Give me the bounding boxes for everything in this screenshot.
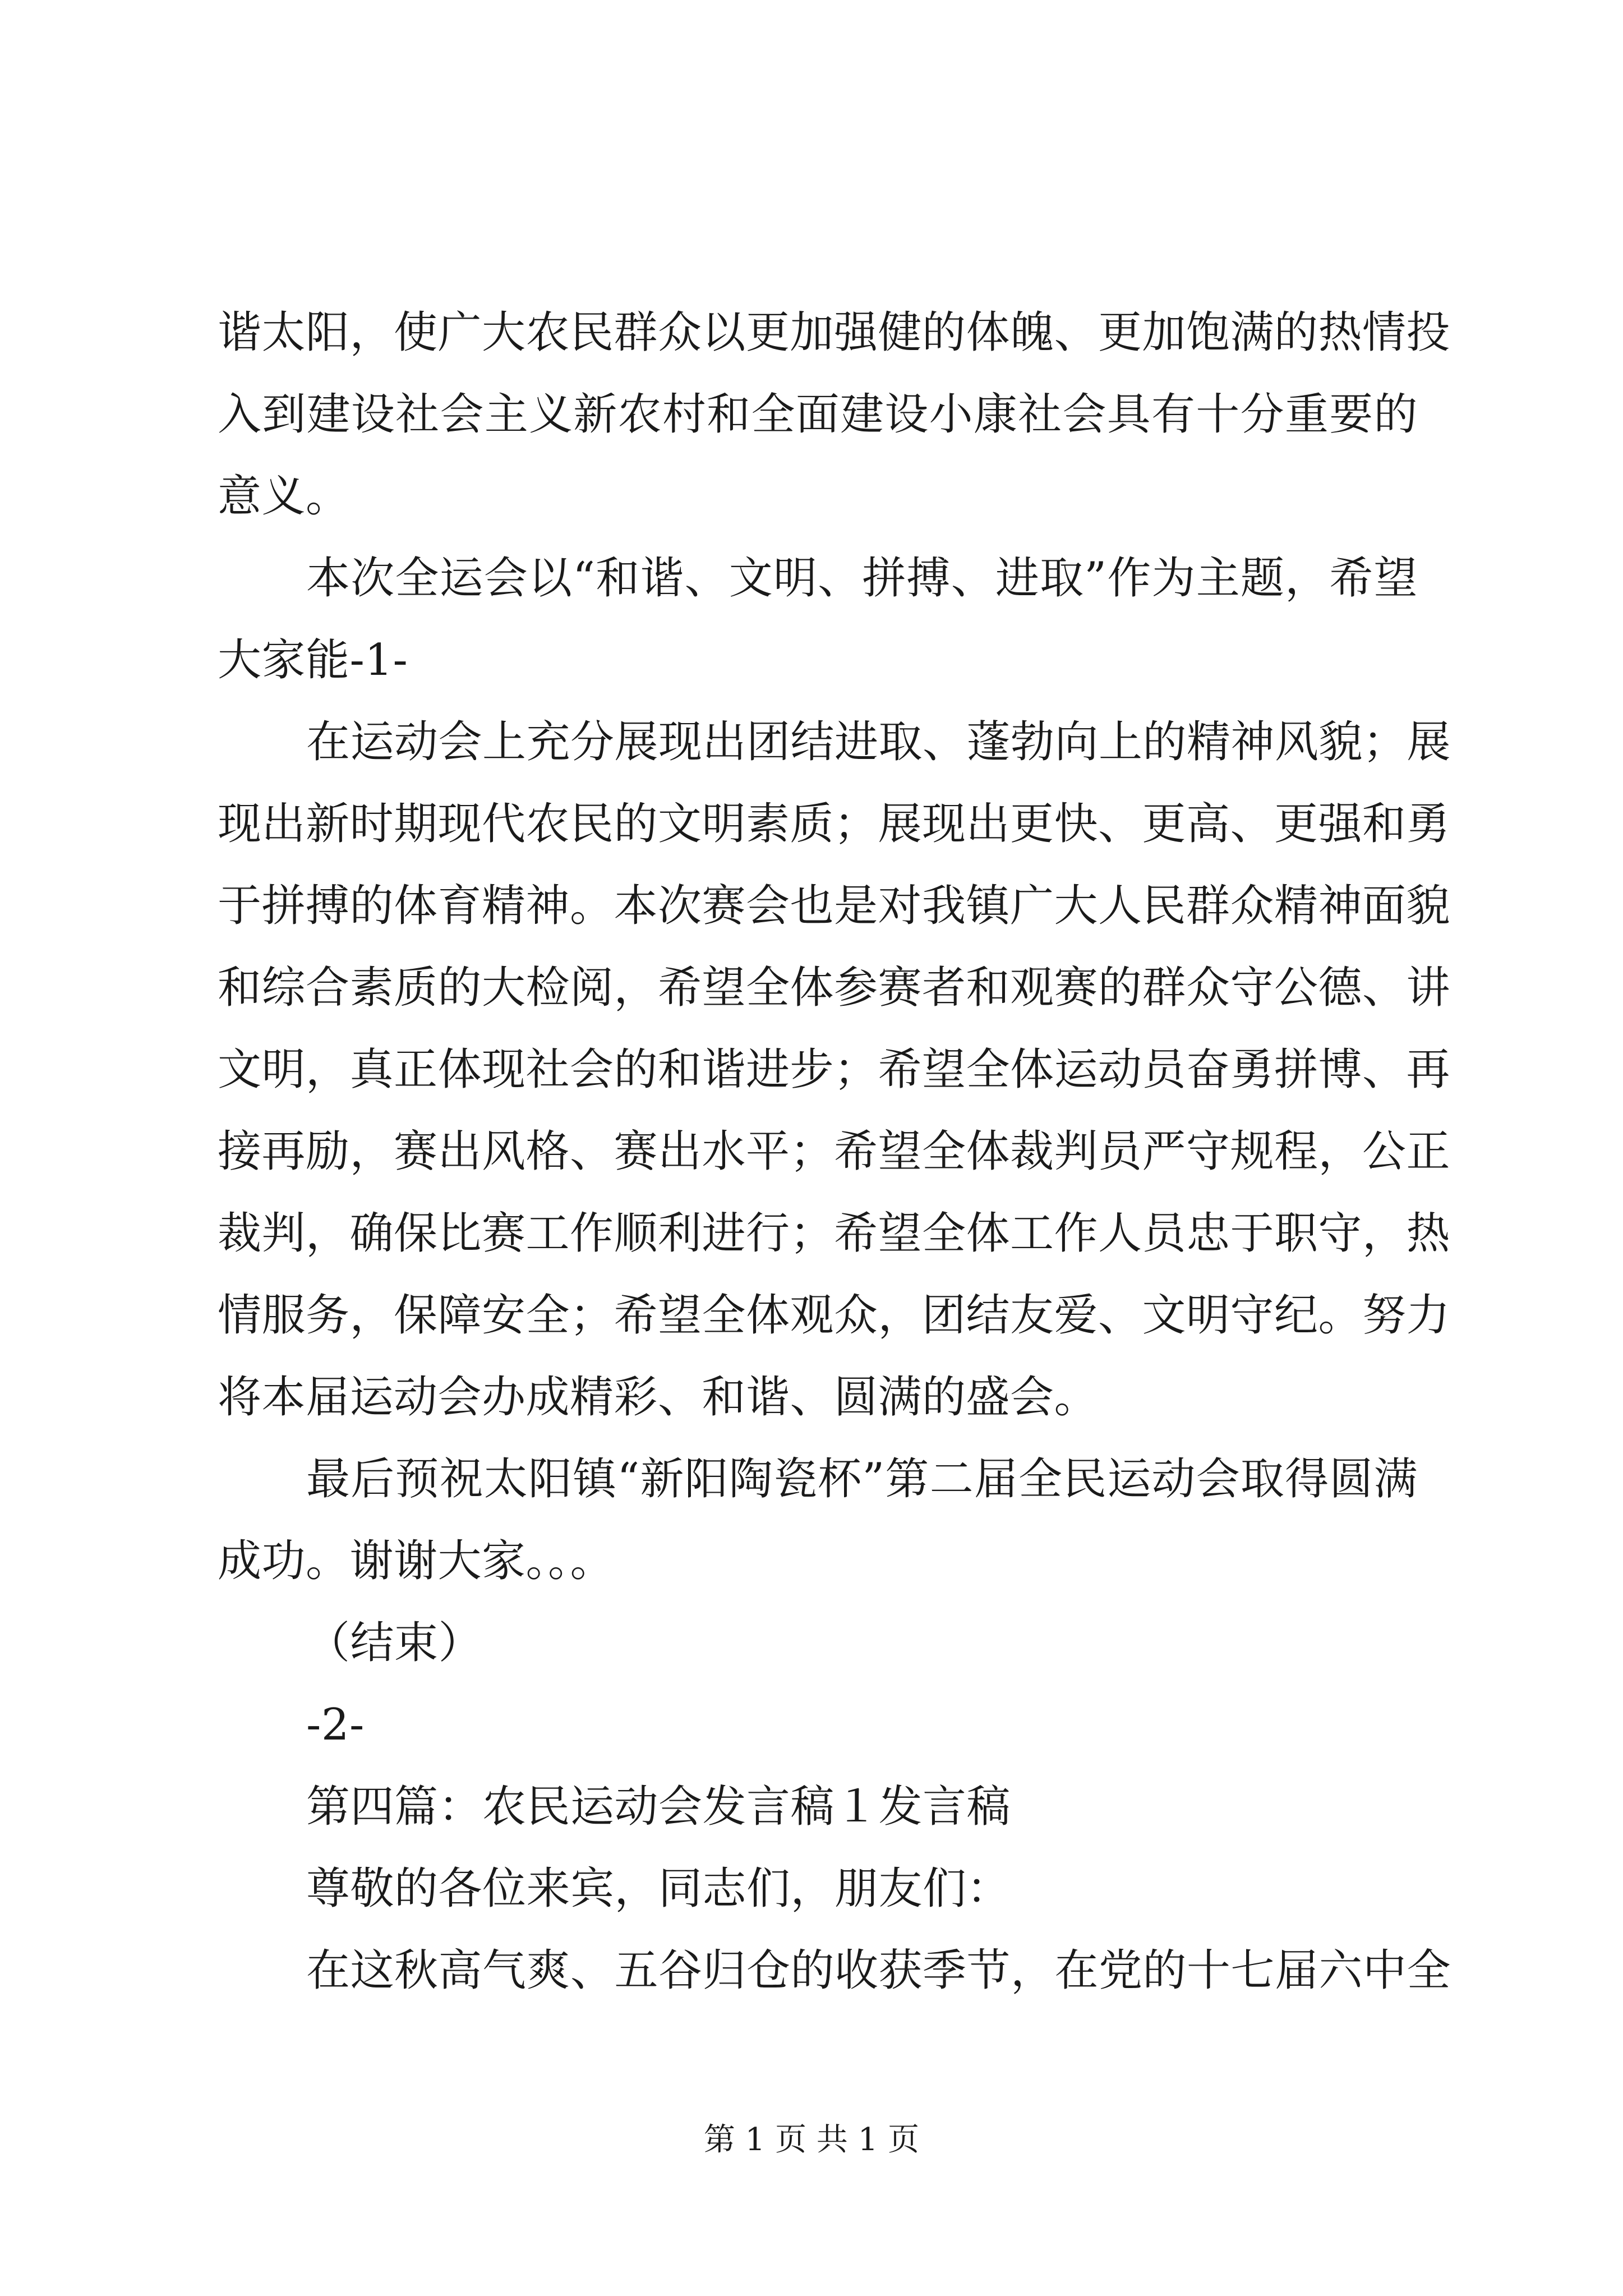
closing-note: （结束）: [306, 1618, 483, 1668]
paragraph-line: 大家能-1-: [218, 635, 408, 685]
paragraph-line: 意义。: [218, 471, 350, 522]
paragraph-line: 将本届运动会办成精彩、和谐、圆满的盛会。: [218, 1372, 1099, 1423]
paragraph-line: 裁判，确保比赛工作顺利进行；希望全体工作人员忠于职守，热: [218, 1208, 1451, 1259]
paragraph-line: 现出新时期现代农民的文明素质；展现出更快、更高、更强和勇: [218, 799, 1451, 849]
paragraph-line: 成功。谢谢大家。。。: [218, 1536, 615, 1586]
paragraph-line: 谐太阳，使广大农民群众以更加强健的体魄、更加饱满的热情投: [218, 307, 1451, 358]
paragraph-line: 文明，真正体现社会的和谐进步；希望全体运动员奋勇拼博、再: [218, 1045, 1451, 1095]
paragraph-line: 入到建设社会主义新农村和全面建设小康社会具有十分重要的: [218, 389, 1418, 440]
paragraph-line: 于拼搏的体育精神。本次赛会也是对我镇广大人民群众精神面貌: [218, 881, 1451, 931]
paragraph-line: 接再励，赛出风格、赛出水平；希望全体裁判员严守规程，公正: [218, 1126, 1451, 1177]
salutation: 尊敬的各位来宾，同志们，朋友们：: [306, 1864, 1011, 1914]
section-heading: 第四篇：农民运动会发言稿１发言稿: [306, 1782, 1011, 1832]
paragraph-line: 在运动会上充分展现出团结进取、蓬勃向上的精神风貌；展: [306, 717, 1451, 767]
paragraph-line: 在这秋高气爽、五谷归仓的收获季节，在党的十七届六中全: [306, 1945, 1451, 1996]
paragraph-line: 最后预祝太阳镇“新阳陶瓷杯”第二届全民运动会取得圆满: [306, 1454, 1418, 1504]
paragraph-line: 本次全运会以“和谐、文明、拼搏、进取”作为主题，希望: [306, 553, 1418, 604]
page-footer: 第 1 页 共 1 页: [703, 2122, 920, 2158]
document-body: [218, 292, 1451, 2012]
inline-page-marker: -2-: [306, 1700, 365, 1750]
paragraph-line: 情服务，保障安全；希望全体观众，团结友爱、文明守纪。努力: [218, 1290, 1451, 1341]
paragraph-line: 和综合素质的大检阅，希望全体参赛者和观赛的群众守公德、讲: [218, 963, 1451, 1013]
